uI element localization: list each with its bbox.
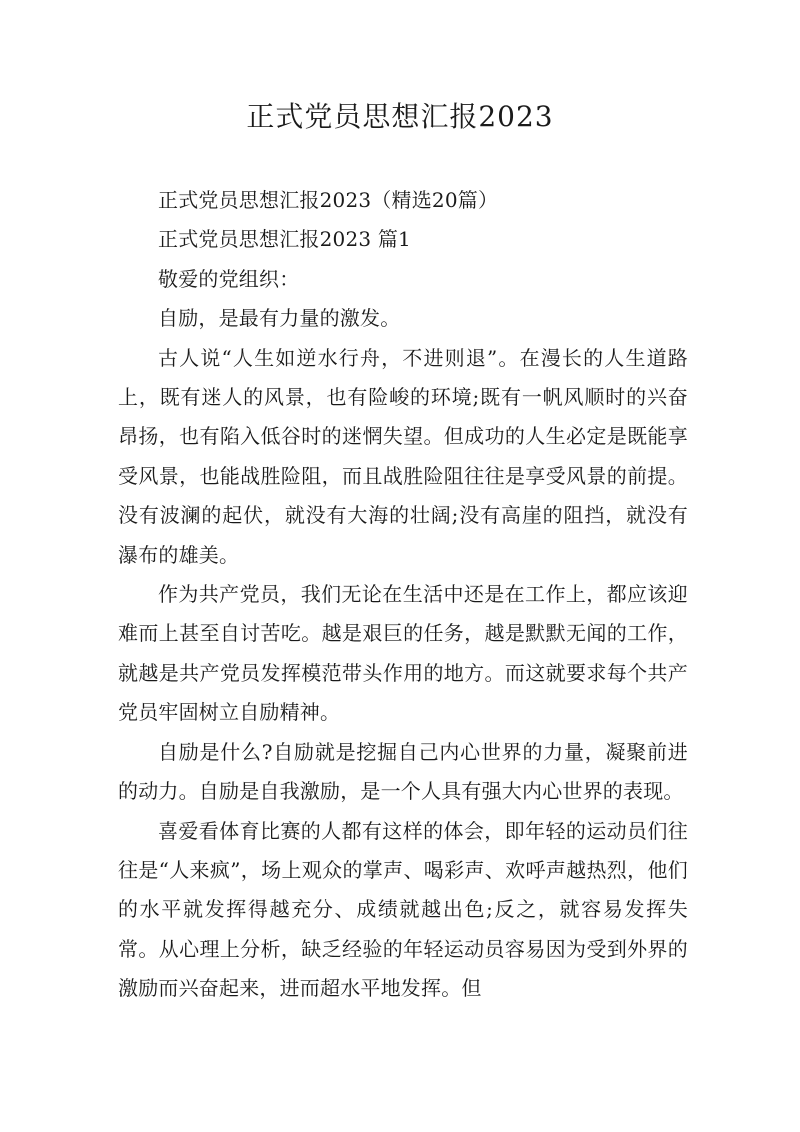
salutation: 敬爱的党组织： — [158, 266, 300, 291]
body-paragraph: 自励，是最有力量的激发。 — [158, 306, 401, 331]
body-paragraph: 自励是什么?自励就是挖掘自己内心世界的力量，凝聚前进的动力。自励是自我激励，是一个人具有强大内心世界的表现。 — [118, 739, 688, 804]
section-heading: 正式党员思想汇报2023 篇1 — [158, 227, 411, 252]
body-paragraph: 古人说“人生如逆水行舟，不进则退”。在漫长的人生道路上，既有迷人的风景，也有险峻的环境;既有一帆风顺时的兴奋昂扬，也有陷入低谷时的迷惘失望。但成功的人生必定是既能享受风景，也能战胜险阻，而且战胜险阻往往是享受风景的前提。没有波澜的起伏，就没有大海的壮阔;没有高崖的阻挡，就没有瀑布的雄美。 — [118, 345, 688, 567]
document-title: 正式党员思想汇报2023 — [246, 100, 554, 133]
body-paragraph: 作为共产党员，我们无论在生活中还是在工作上，都应该迎难而上甚至自讨苦吃。越是艰巨的任务，越是默默无闻的工作，就越是共产党员发挥模范带头作用的地方。而这就要求每个共产党员牢固树立自励精神。 — [118, 582, 688, 725]
document-body — [118, 181, 688, 1009]
body-paragraph: 喜爱看体育比赛的人都有这样的体会，即年轻的运动员们往往是“人来疯”，场上观众的掌声、喝彩声、欢呼声越热烈，他们的水平就发挥得越充分、成绩就越出色;反之，就容易发挥失常。从心理上分析，缺乏经验的年轻运动员容易因为受到外界的激励而兴奋起来，进而超水平地发挥。但 — [118, 818, 688, 1001]
subtitle-paragraph: 正式党员思想汇报2023（精选20篇） — [158, 188, 499, 212]
